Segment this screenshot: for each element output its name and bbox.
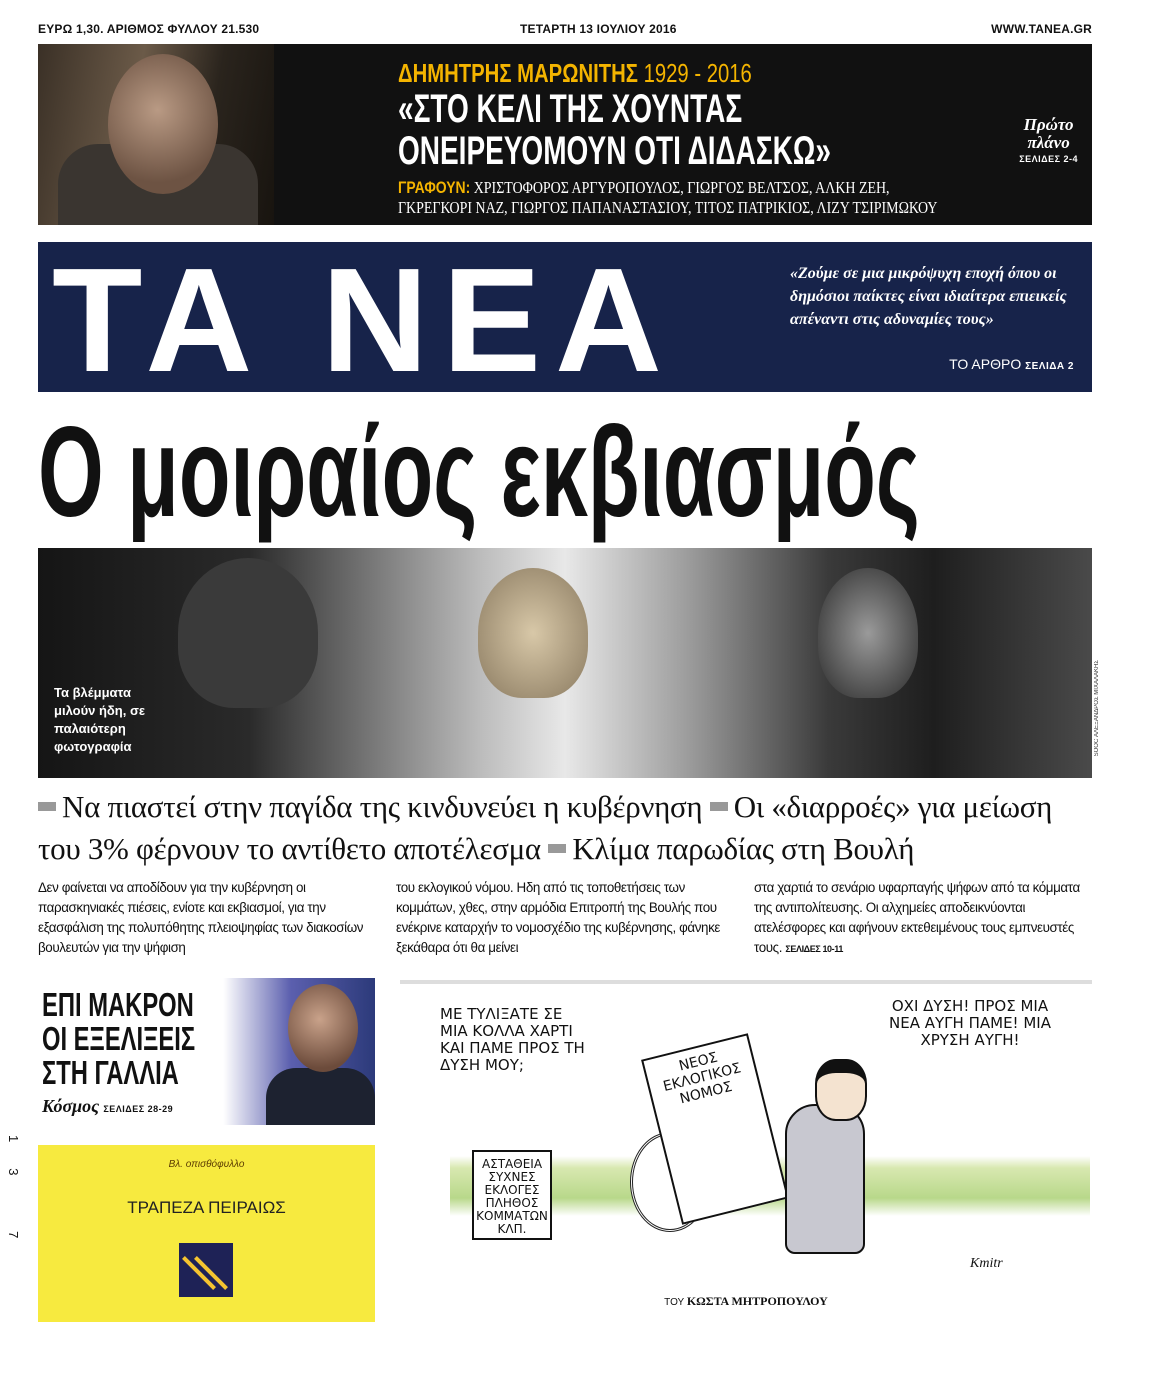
price-issue: ΕΥΡΩ 1,30. ΑΡΙΘΜΟΣ ΦΥΛΛΟΥ 21.530 xyxy=(38,22,260,36)
speech-bubble-right: ΟΧΙ ΔΥΣΗ! ΠΡΟΣ ΜΙΑ ΝΕΑ ΑΥΓΗ ΠΑΜΕ! ΜΙΑ ΧΡΥΣΗ ΑΥΓΗ! xyxy=(889,997,1051,1049)
photo-credit: SOOC ΑΛΕΞΑΝΔΡΟΣ ΜΙΧΑΛΑΚΗΣ xyxy=(1094,660,1100,757)
banner-name: ΔΗΜΗΤΡΗΣ ΜΑΡΩΝΙΤΗΣ 1929 - 2016 xyxy=(398,58,752,88)
subheadline: Να πιαστεί στην παγίδα της κινδυνεύει η κυβέρνηση Οι «διαρροές» για μείωση του 3% φέρνουν το αντίθετο αποτέλεσμα Κλίμα παρωδίας στη Βουλή xyxy=(38,789,1053,866)
issue-date: ΤΕΤΑΡΤΗ 13 ΙΟΥΛΙΟΥ 2016 xyxy=(520,22,677,36)
teaser-macron[interactable]: ΕΠΙ ΜΑΚΡΟΝ ΟΙ ΕΞΕΛΙΞΕΙΣ ΣΤΗ ΓΑΛΛΙΑ Κόσμος ΣΕΛΙΔΕΣ 28-29 xyxy=(38,978,375,1125)
newspaper-logo[interactable]: ΤΑ ΝΕΑ xyxy=(52,238,676,403)
main-headline[interactable]: Ο μοιραίος εκβιασμός xyxy=(38,401,920,544)
lead-article: Δεν φαίνεται να αποδίδουν για την κυβέρνηση οι παρασκηνιακές πιέσεις, ενίοτε και εκβιασμοί, για την εξασφάλιση της πολυπόθητης πλειοψηφίας των διακοσίων βουλευτών για την ψήφιση του εκλογικού νόμου. Ηδη από τις τοποθετήσεις των κομμάτων, χθες, στην αρμόδια Επιτροπή της Βουλής που ενέκρινε καταρχήν το νομοσχέδιο της κυβέρνησης, φάνηκε ξεκάθαρα ότι θα μείνει στα χαρτιά το σενάριο υφαρπαγής ψήφων από τα κόμματα της αντιπολίτευσης. Οι αλχημείες αποδεικνύονται ατελέσφορες και αφήνουν εκτεθειμένους τους εμπνευστές τους. ΣΕΛΙΔΕΣ 10-11 xyxy=(38,880,1080,955)
banner-writers: ΓΡΑΦΟΥΝ: ΧΡΙΣΤΟΦΟΡΟΣ ΑΡΓΥΡΟΠΟΥΛΟΣ, ΓΙΩΡΓΟΣ ΒΕΛΤΣΟΣ, ΑΛΚΗ ΖΕΗ, ΓΚΡΕΓΚΟΡΙ ΝΑΖ, ΓΙΩΡΓΟΣ ΠΑΠΑΝΑΣΤΑΣΙΟΥ, ΤΙΤΟΣ ΠΑΤΡΙΚΙΟΣ, ΛΙΖΥ ΤΣΙΡΙΜΩΚΟΥ xyxy=(398,178,938,217)
obituary-banner[interactable] xyxy=(38,44,1092,225)
teaser-photo xyxy=(288,984,358,1072)
piraeus-bank-logo xyxy=(179,1243,233,1297)
cartoon-byline: ΤΟΥ ΚΩΣΤΑ ΜΗΤΡΟΠΟΥΛΟΥ xyxy=(664,1294,828,1308)
photo-caption: Τα βλέμματα μιλούν ήδη, σε παλαιότερη φωτογραφία xyxy=(54,685,146,754)
political-cartoon xyxy=(400,980,1092,1308)
bank-advertisement[interactable]: Βλ. οπισθόφυλλο ΤΡΑΠΕΖΑ ΠΕΙΡΑΙΩΣ xyxy=(38,1145,375,1322)
speech-bubble-left: ΜΕ ΤΥΛΙΞΑΤΕ ΣΕ ΜΙΑ ΚΟΛΛΑ ΧΑΡΤΙ ΚΑΙ ΠΑΜΕ ΠΡΟΣ ΤΗ ΔΥΣΗ ΜΟΥ; xyxy=(440,1005,585,1074)
pull-quote: «Ζούμε σε μια μικρόψυχη εποχή όπου οι δημόσιοι παίκτες είναι ιδιαίτερα επιεικείς απέναντι στις αδυναμίες τους» xyxy=(790,265,1067,328)
masthead xyxy=(38,238,1092,403)
margin-marks: 13 7 xyxy=(6,1135,21,1265)
website-link[interactable]: WWW.TANEA.GR xyxy=(991,22,1092,36)
road-sign: ΑΣΤΑΘΕΙΑ ΣΥΧΝΕΣ ΕΚΛΟΓΕΣ ΠΛΗΘΟΣ ΚΟΜΜΑΤΩΝ ΚΛΠ. xyxy=(472,1150,552,1240)
paper-scroll: ΝΕΟΣ ΕΚΛΟΓΙΚΟΣ ΝΟΜΟΣ xyxy=(641,1033,789,1225)
cartoonist-signature: Kmitr xyxy=(970,1256,1003,1271)
main-photo xyxy=(38,548,1092,778)
section-label: Πρώτο πλάνο ΣΕΛΙΔΕΣ 2-4 xyxy=(1019,115,1078,164)
banner-title: «ΣΤΟ ΚΕΛΙ ΤΗΣ ΧΟΥΝΤΑΣ ΟΝΕΙΡΕΥΟΜΟΥΝ ΟΤΙ ΔΙΔΑΣΚΩ» xyxy=(398,87,831,173)
article-ref[interactable]: ΤΟ ΑΡΘΡΟ ΣΕΛΙΔΑ 2 xyxy=(949,356,1074,372)
portrait-photo xyxy=(38,44,274,225)
